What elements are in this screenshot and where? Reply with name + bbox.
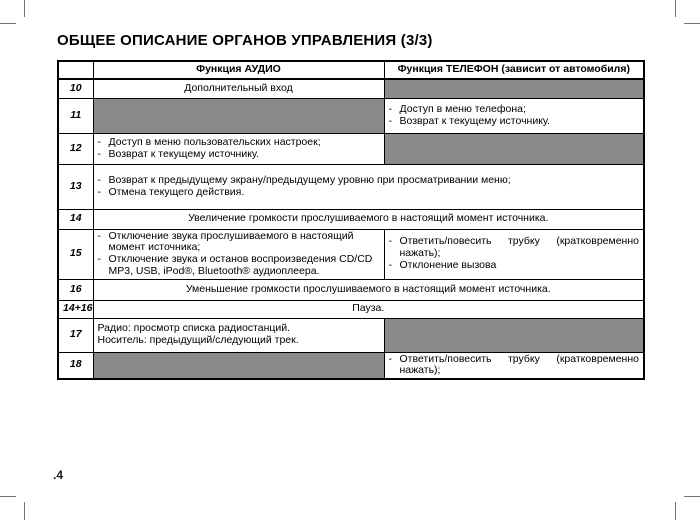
phone-cell <box>384 229 644 279</box>
table-header-row <box>58 61 644 79</box>
phone-cell <box>384 98 644 133</box>
bullet-dash: - <box>97 185 101 198</box>
row-number-cell: 17 <box>58 318 93 352</box>
table-row-10 <box>58 79 644 98</box>
bullet-dash: - <box>97 147 101 160</box>
phone-cell-disabled <box>384 79 644 98</box>
bullet-text: Отключение звука и останов воспроизведения CD/CD MP3, USB, iPod®, Bluetooth® аудиоплеера. <box>108 253 373 277</box>
text-line: Радио: просмотр списка радиостанций. <box>97 322 291 335</box>
bullet-text: Ответить/повесить трубку (кратковременно нажать); <box>399 235 639 260</box>
bullet-text: Отклонение вызова <box>399 258 497 271</box>
col-header-audio: Функция АУДИО <box>93 61 384 79</box>
crop-mark-bottom-left-vertical <box>24 502 25 520</box>
bullet-item <box>98 137 380 149</box>
audio-cell: Дополнительный вход <box>93 79 384 98</box>
bullet-item <box>98 175 640 187</box>
bullet-dash: - <box>97 253 101 265</box>
bullet-dash: - <box>97 173 101 186</box>
controls-table <box>57 60 645 380</box>
row-number-cell: 12 <box>58 133 93 164</box>
bullet-text: Отключение звука прослушиваемого в настоящий момент источника; <box>108 229 354 254</box>
audio-cell-disabled <box>93 98 384 133</box>
bullet-dash: - <box>388 114 392 127</box>
bullet-item <box>389 104 640 116</box>
audio-cell <box>93 229 384 279</box>
bullet-dash: - <box>388 102 392 115</box>
table-row-18 <box>58 352 644 379</box>
audio-cell <box>93 318 384 352</box>
table-row-14-16 <box>58 300 644 318</box>
bullet-text: Доступ в меню телефона; <box>399 102 526 115</box>
crop-mark-top-right-vertical <box>675 0 676 17</box>
bullet-item <box>98 149 380 161</box>
crop-mark-top-right-horizontal <box>684 23 700 24</box>
table-row-13 <box>58 164 644 209</box>
audio-cell <box>93 133 384 164</box>
row-number-cell: 14+16 <box>58 300 93 318</box>
row-number-cell: 13 <box>58 164 93 209</box>
table-row-11 <box>58 98 644 133</box>
span-cell <box>93 164 644 209</box>
bullet-dash: - <box>388 352 392 365</box>
bullet-text: Доступ в меню пользовательских настроек; <box>108 135 321 148</box>
bullet-item <box>98 187 640 199</box>
bullet-text: Возврат к текущему источнику. <box>399 114 551 127</box>
phone-cell <box>384 352 644 379</box>
crop-mark-bottom-left-horizontal <box>0 496 16 497</box>
crop-mark-bottom-right-horizontal <box>684 496 700 497</box>
row-number-cell: 16 <box>58 279 93 300</box>
page-number: .4 <box>53 468 64 482</box>
bullet-item <box>98 254 380 278</box>
col-header-phone: Функция ТЕЛЕФОН (зависит от автомобиля) <box>384 61 644 79</box>
bullet-item <box>389 260 640 272</box>
table-row-14 <box>58 209 644 229</box>
table-row-15 <box>58 229 644 279</box>
bullet-item <box>389 116 640 128</box>
row-number-cell: 10 <box>58 79 93 98</box>
bullet-text: Возврат к предыдущему экрану/предыдущему уровню при просматривании меню; <box>108 173 511 186</box>
crop-mark-top-left-vertical <box>24 0 25 17</box>
bullet-dash: - <box>388 235 392 248</box>
bullet-item <box>389 354 640 378</box>
page-title: ОБЩЕЕ ОПИСАНИЕ ОРГАНОВ УПРАВЛЕНИЯ (3/3) <box>57 32 433 49</box>
table-row-17 <box>58 318 644 352</box>
row-number-cell: 18 <box>58 352 93 379</box>
crop-mark-bottom-right-vertical <box>675 502 676 520</box>
text-line: Носитель: предыдущий/следующий трек. <box>97 334 299 346</box>
bullet-item <box>98 231 380 255</box>
bullet-dash: - <box>388 258 392 271</box>
bullet-text: Отмена текущего действия. <box>108 185 245 198</box>
row-number-cell: 15 <box>58 229 93 279</box>
bullet-dash: - <box>97 229 101 242</box>
table-row-12 <box>58 133 644 164</box>
bullet-item <box>389 236 640 260</box>
span-cell: Увеличение громкости прослушиваемого в настоящий момент источника. <box>93 209 644 229</box>
phone-cell-disabled <box>384 133 644 164</box>
span-cell: Пауза. <box>93 300 644 318</box>
crop-mark-top-left-horizontal <box>0 23 16 24</box>
col-header-number <box>58 61 93 79</box>
phone-cell-disabled <box>384 318 644 352</box>
span-cell: Уменьшение громкости прослушиваемого в настоящий момент источника. <box>93 279 644 300</box>
table-row-16 <box>58 279 644 300</box>
bullet-text: Ответить/повесить трубку (кратковременно нажать); <box>399 352 639 377</box>
bullet-dash: - <box>97 135 101 148</box>
row-number-cell: 14 <box>58 209 93 229</box>
audio-cell-disabled <box>93 352 384 379</box>
bullet-text: Возврат к текущему источнику. <box>108 147 260 160</box>
row-number-cell: 11 <box>58 98 93 133</box>
